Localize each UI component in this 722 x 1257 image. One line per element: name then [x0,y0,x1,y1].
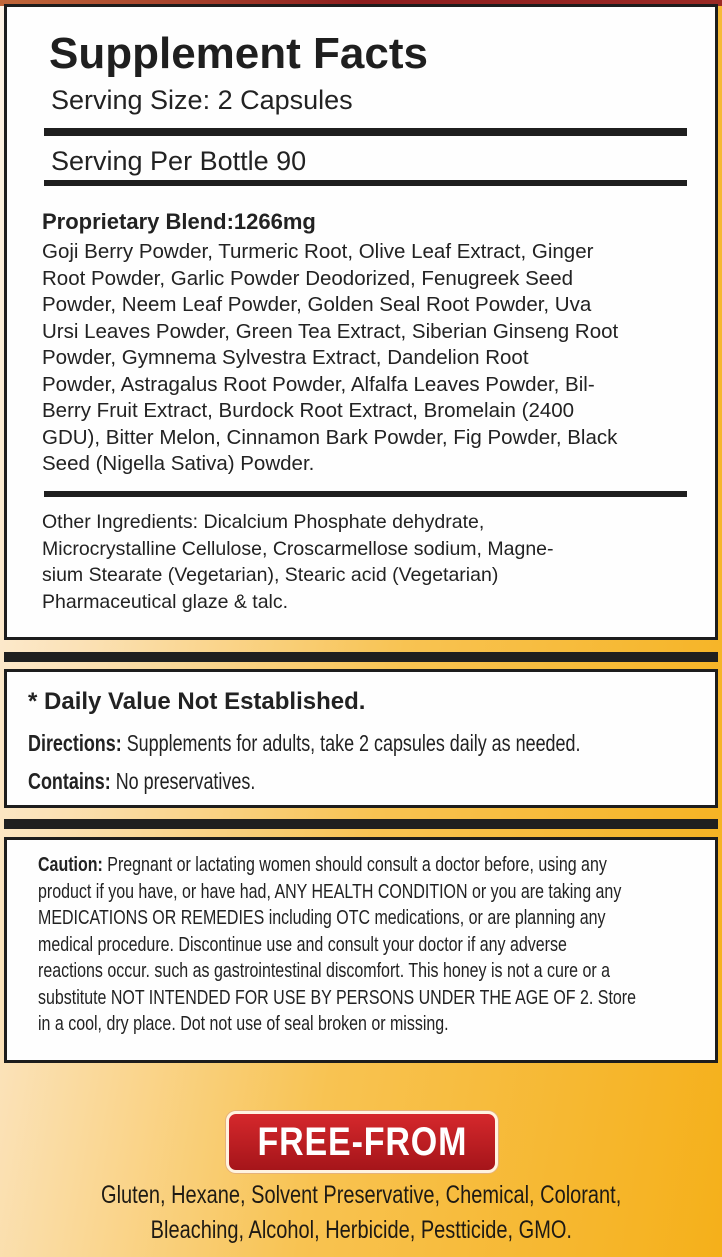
servings-per-bottle: Serving Per Bottle 90 [51,146,307,176]
directions-label: Directions: [28,730,122,756]
other-ingredients [42,509,554,615]
directions [28,730,580,757]
contains-label: Contains: [28,768,111,794]
other-ingredients-line: Pharmaceutical glaze & talc. [42,590,289,613]
directions-panel [4,669,718,808]
ingredient-line: Powder, Astragalus Root Powder, Alfalfa Leaves Powder, Bil- [42,372,595,396]
serving-size: Serving Size: 2 Capsules [51,85,353,115]
caution-line: product if you have, or have had, ANY HEALTH CONDITION or you are taking any [38,879,622,903]
caution-text [38,852,636,1038]
other-ingredients-line: Other Ingredients: Dicalcium Phosphate dehydrate, [42,511,485,533]
ingredient-line: Root Powder, Garlic Powder Deodorized, Fenugreek Seed [42,266,574,290]
caution-line-text: Pregnant or lactating women should consult a doctor before, using any [102,853,607,876]
free-from-badge [226,1111,498,1173]
divider [44,180,687,186]
caution-line: substitute NOT INTENDED FOR USE BY PERSONS UNDER THE AGE OF 2. Store [38,985,637,1009]
free-from-text: Bleaching, Alcohol, Herbicide, Pestticide, GMO. [150,1216,572,1244]
caution-line: MEDICATIONS OR REMEDIES including OTC medications, or are planning any [38,906,606,929]
ingredient-line: Ursi Leaves Powder, Green Tea Extract, Siberian Ginseng Root [42,319,619,343]
blend-title: Proprietary Blend:1266mg [42,209,316,234]
contains-text: No preservatives. [110,768,256,794]
panel-title: Supplement Facts [49,29,428,78]
other-ingredients-line: sium Stearate (Vegetarian), Stearic acid (Vegetarian) [42,564,499,586]
ingredient-line: Berry Fruit Extract, Burdock Root Extract, Bromelain (2400 [42,399,575,422]
caution-line: in a cool, dry place. Dot not use of seal broken or missing. [38,1012,449,1035]
contains [28,768,255,795]
ingredient-line: GDU), Bitter Melon, Cinnamon Bark Powder, Fig Powder, Black [42,425,618,449]
separator-bar [4,819,718,829]
free-from-line [0,1178,722,1212]
directions-text: Supplements for adults, take 2 capsules daily as needed. [121,730,581,756]
free-from-line [0,1213,722,1247]
caution-panel [4,837,718,1063]
caution-line: medical procedure. Discontinue use and consult your doctor if any adverse [38,932,567,956]
caution-label: Caution: [38,853,103,876]
ingredient-line: Goji Berry Powder, Turmeric Root, Olive Leaf Extract, Ginger [42,240,594,263]
ingredient-line: Seed (Nigella Sativa) Powder. [42,452,315,475]
ingredient-line: Powder, Neem Leaf Powder, Golden Seal Root Powder, Uva [42,293,592,316]
divider [44,128,687,136]
daily-value-note: * Daily Value Not Established. [28,688,366,715]
blend-ingredients [42,239,618,478]
free-from-text: Gluten, Hexane, Solvent Preservative, Chemical, Colorant, [100,1181,622,1209]
other-ingredients-line: Microcrystalline Cellulose, Croscarmellose sodium, Magne- [42,537,554,560]
supplement-facts-panel [4,4,718,640]
separator-bar [4,652,718,662]
caution-line [38,852,636,879]
caution-line: reactions occur. such as gastrointestinal discomfort. This honey is not a cure or a [38,959,611,982]
divider [44,491,687,497]
ingredient-line: Powder, Gymnema Sylvestra Extract, Dandelion Root [42,346,529,369]
free-from-badge-text: FREE-FROM [257,1120,467,1164]
